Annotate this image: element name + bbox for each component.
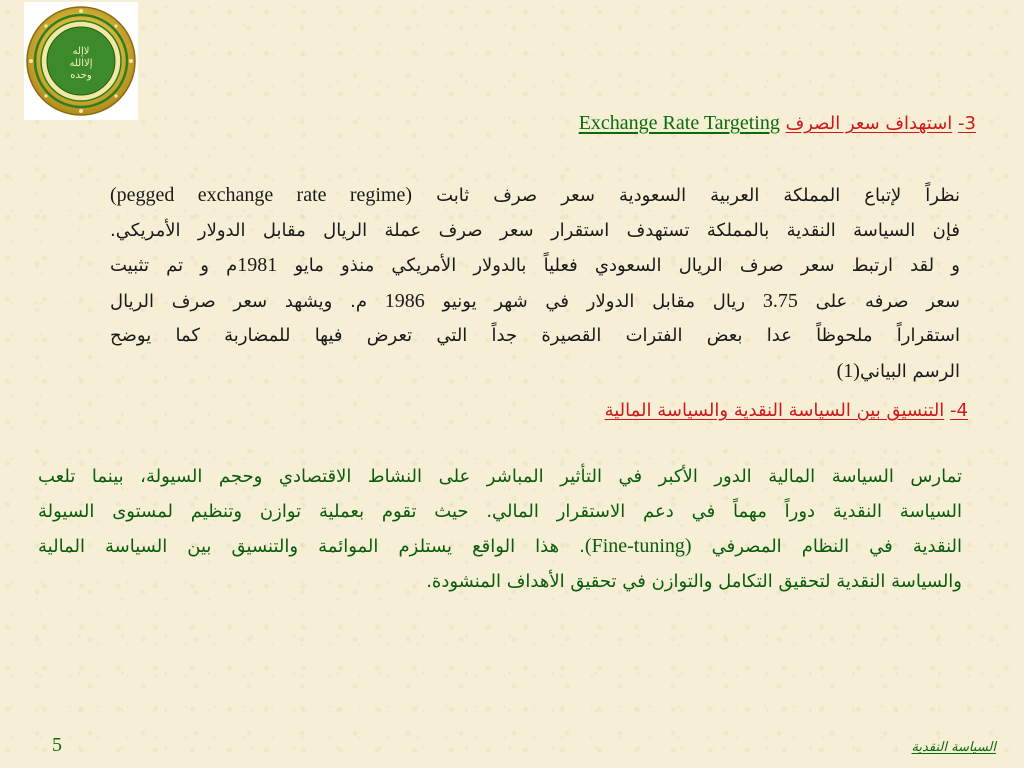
paragraph-line	[110, 248, 960, 284]
paragraph-line	[110, 284, 960, 320]
rate-value: 3.75	[762, 289, 798, 312]
line-text: والسياسة النقدية لتحقيق التكامل والتوازن في تحقيق الأهداف المنشودة.	[426, 570, 962, 592]
paragraph-line	[38, 460, 962, 495]
section-4-number: 4-	[950, 400, 968, 421]
line-text: السياسة النقدية دوراً مهماً في دعم الاستقرار المالي. حيث تقوم بعملية توازن وتنظيم لمستوى السيولة	[38, 500, 962, 522]
seal-logo	[24, 2, 138, 120]
seal-emblem-icon	[24, 2, 138, 120]
page-number: 5	[52, 734, 62, 756]
paragraph-line	[38, 495, 962, 530]
paragraph-line	[110, 214, 960, 249]
line-text: و لقد ارتبط سعر صرف الريال السعودي فعلياً بالدولار الأمريكي منذو مايو	[277, 255, 960, 276]
section-3-title-arabic: استهداف سعر الصرف	[785, 113, 953, 134]
seal-inscription-line2: إلاالله	[69, 58, 93, 69]
line-text: نظراً لإتباع المملكة العربية السعودية سعر صرف ثابت	[436, 185, 960, 206]
line-text: . هذا الواقع يستلزم الموائمة والتنسيق بين السياسة المالية	[38, 536, 585, 557]
section-4-heading	[605, 400, 968, 421]
line-text: م و تم تثبيت	[110, 255, 238, 276]
seal-inscription-line1: لاإله	[72, 46, 90, 57]
line-text: م. ويشهد سعر صرف الريال	[110, 290, 385, 312]
line-text: الرسم البياني	[859, 360, 960, 382]
section-3-heading	[579, 112, 976, 135]
line-english-term: (Fine-tuning)	[584, 535, 692, 557]
line-text: النقدية في النظام المصرفي	[691, 536, 962, 557]
year-value: 1981	[237, 254, 278, 276]
section-4-title-arabic: التنسيق بين السياسة النقدية والسياسة المالية	[604, 400, 945, 421]
section-3-number: 3-	[958, 113, 976, 134]
footer-title: السياسة النقدية	[911, 740, 996, 755]
paragraph-line	[110, 319, 960, 354]
line-text: تمارس السياسة المالية الدور الأكبر في التأثير المباشر على النشاط الاقتصادي وحجم السيولة، بينما تلعب	[38, 466, 962, 487]
line-english-term: (pegged exchange rate regime)	[110, 184, 413, 206]
line-text: فإن السياسة النقدية بالمملكة تستهدف استقرار سعر صرف عملة الريال مقابل الدولار الأمريكي.	[110, 219, 960, 241]
figure-reference: (1)	[836, 359, 860, 382]
paragraph-line	[110, 178, 960, 214]
paragraph-line	[38, 565, 962, 600]
paragraph-line	[38, 529, 962, 565]
section-4-paragraph	[38, 460, 962, 599]
line-text: استقراراً ملحوظاً عدا بعض الفترات القصيرة جداً التي تعرض فيها للمضاربة كما يوضح	[110, 325, 960, 346]
line-text: ريال مقابل الدولار في شهر يونيو	[424, 290, 763, 312]
year-value: 1986	[384, 289, 425, 312]
section-3-title-english: Exchange Rate Targeting	[578, 112, 780, 134]
line-text: سعر صرفه على	[797, 290, 960, 312]
section-3-paragraph	[110, 178, 960, 389]
seal-inscription-line3: وحده	[70, 70, 92, 81]
paragraph-line	[110, 354, 960, 390]
